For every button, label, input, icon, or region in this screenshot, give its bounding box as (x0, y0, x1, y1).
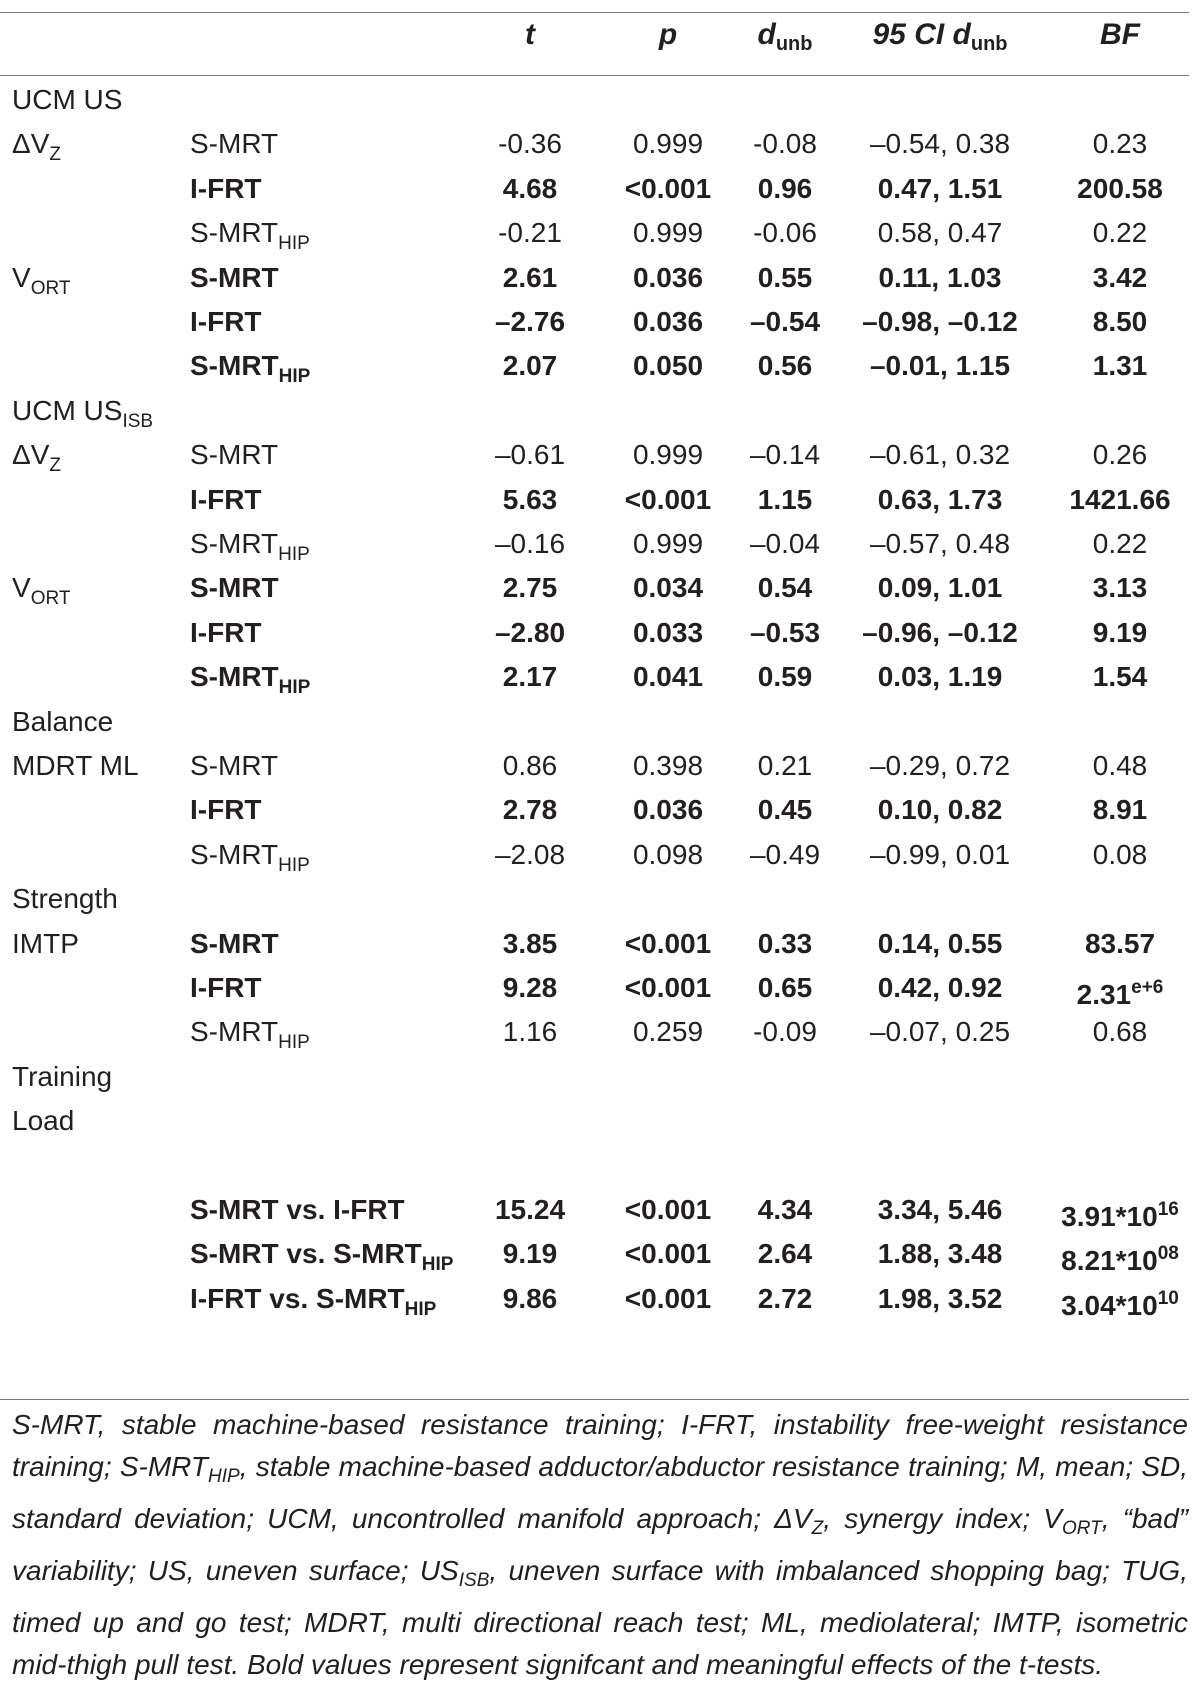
ci-value (840, 742, 1040, 790)
p-value-text: 0.050 (632, 350, 704, 382)
header-t: t (525, 18, 535, 51)
condition-text: S-MRT (190, 572, 279, 604)
condition-subscript: HIP (278, 677, 311, 699)
bf-value-text: 0.26 (1092, 439, 1148, 471)
table-row (0, 1275, 1189, 1323)
bf-value (1050, 564, 1190, 612)
condition-text: I-FRT (190, 616, 262, 648)
d-unb-value-text: 0.21 (757, 750, 813, 781)
p-value (608, 209, 728, 257)
t-value-text: 9.28 (502, 972, 558, 1003)
p-value-text: <0.001 (624, 1194, 712, 1225)
section-row (0, 76, 1189, 124)
t-value-text: 2.17 (502, 661, 558, 693)
p-value-text: 0.098 (632, 838, 704, 870)
bf-value-text: 3.42 (1092, 261, 1148, 293)
condition-subscript: HIP (421, 1254, 454, 1276)
table-row (0, 564, 1189, 612)
table-row (0, 653, 1189, 701)
t-value-text: 0.86 (502, 750, 558, 781)
section-text: Load (12, 1105, 75, 1137)
measure-label-text: IMTP (12, 927, 79, 959)
condition-text: I-FRT (190, 483, 262, 515)
bf-value-text: 0.68 (1092, 1016, 1148, 1048)
header-ci: 95 CI $d_{unb}$ (872, 18, 1008, 55)
t-value (480, 165, 580, 213)
t-value-text: 9.86 (502, 1282, 558, 1314)
d-unb-value (730, 254, 840, 302)
t-value-text: 5.63 (502, 483, 558, 515)
section-label (12, 1097, 74, 1145)
measure-label-text: ΔV (12, 439, 50, 471)
d-unb-value (730, 209, 840, 257)
section-row (0, 387, 1189, 435)
ci-value (840, 1008, 1040, 1056)
bf-value-text: 2.31 (1076, 979, 1132, 1010)
measure-label-subscript: Z (49, 144, 61, 166)
table-row (0, 609, 1189, 657)
t-value (480, 564, 580, 612)
p-value (608, 742, 728, 790)
bf-value-text: 0.23 (1092, 128, 1148, 160)
t-value-text: –0.61 (494, 439, 566, 471)
t-value (480, 831, 580, 879)
condition-subscript: HIP (278, 544, 310, 565)
ci-value-text: –0.61, 0.32 (869, 439, 1011, 471)
condition-text: S-MRT (190, 1016, 279, 1048)
ci-value (840, 431, 1040, 479)
d-unb-value-text: 0.54 (757, 572, 813, 604)
bf-exponent: 10 (1157, 1287, 1179, 1309)
d-unb-value-text: -0.06 (753, 217, 817, 249)
measure-label-text: ΔV (12, 128, 50, 160)
ci-value-text: 0.10, 0.82 (877, 794, 1003, 826)
bf-value (1050, 609, 1190, 657)
condition-subscript: HIP (278, 366, 311, 388)
bf-value-text: 0.22 (1092, 217, 1148, 249)
d-unb-value (730, 920, 840, 968)
condition-text: S-MRT (190, 927, 279, 959)
t-value (480, 653, 580, 701)
table-row (0, 342, 1189, 390)
table-row (0, 1230, 1189, 1278)
d-unb-value (730, 564, 840, 612)
ci-value (840, 1230, 1040, 1278)
bf-value-text: 8.21*10 (1061, 1245, 1158, 1277)
table-row (0, 520, 1189, 568)
t-value (480, 1230, 580, 1278)
condition-subscript: HIP (278, 854, 310, 876)
t-value-text: 2.75 (502, 572, 558, 604)
t-value-text: 9.19 (502, 1238, 558, 1270)
d-unb-value (730, 476, 840, 524)
top-rule (0, 12, 1189, 13)
p-value (608, 1230, 728, 1278)
p-value-text: 0.034 (632, 572, 704, 604)
measure-label-subscript: ORT (30, 277, 71, 299)
t-value-text: -0.21 (498, 217, 562, 249)
bf-value-text: 1421.66 (1069, 483, 1171, 515)
measure-label-subscript: Z (49, 455, 61, 477)
d-unb-value (730, 786, 840, 834)
d-unb-value (730, 742, 840, 790)
t-value (480, 342, 580, 390)
condition-text: S-MRT vs. I-FRT (190, 1194, 405, 1225)
measure-label-text: V (12, 261, 31, 293)
header-p: p (658, 18, 678, 51)
table-row (0, 165, 1189, 213)
t-value (480, 920, 580, 968)
condition-text: S-MRT (190, 128, 279, 160)
ci-value (840, 298, 1040, 346)
p-value (608, 254, 728, 302)
ci-value-text: –0.96, –0.12 (862, 616, 1018, 648)
p-value (608, 653, 728, 701)
t-value-text: –2.80 (494, 616, 566, 648)
bf-value (1050, 165, 1190, 213)
bf-value (1050, 209, 1190, 257)
ci-value (840, 1186, 1040, 1234)
table-row (0, 964, 1189, 1012)
p-value (608, 120, 728, 168)
p-value-text: <0.001 (624, 1238, 712, 1270)
d-unb-value (730, 342, 840, 390)
t-value-text: 2.78 (502, 794, 558, 826)
ci-value (840, 1275, 1040, 1323)
table-row (0, 1008, 1189, 1056)
bf-value-text: 83.57 (1084, 927, 1156, 959)
p-value-text: 0.036 (632, 306, 704, 337)
t-value-text: –2.08 (494, 838, 566, 870)
table-row (0, 831, 1189, 879)
header-d-unb: $d_{unb}$ (757, 18, 813, 55)
d-unb-value-text: 0.45 (757, 794, 813, 826)
condition-text: S-MRT (190, 217, 279, 249)
t-value (480, 1275, 580, 1323)
p-value (608, 520, 728, 568)
d-unb-value-text: 0.59 (757, 661, 813, 693)
p-value (608, 564, 728, 612)
condition-text: S-MRT (190, 261, 279, 293)
section-row (0, 875, 1189, 923)
d-unb-value-text: –0.54 (749, 306, 821, 337)
bf-exponent: 08 (1157, 1243, 1179, 1265)
d-unb-value-text: 1.15 (757, 483, 813, 515)
bf-value (1050, 831, 1190, 879)
p-value-text: 0.999 (632, 128, 704, 160)
d-unb-value (730, 964, 840, 1012)
d-unb-value (730, 431, 840, 479)
d-unb-value (730, 653, 840, 701)
t-value (480, 476, 580, 524)
bf-value-text: 200.58 (1077, 172, 1163, 204)
section-label (12, 698, 113, 746)
ci-value-text: –0.98, –0.12 (862, 306, 1018, 337)
section-label (12, 1053, 112, 1101)
ci-value-text: 0.42, 0.92 (877, 972, 1003, 1003)
t-value-text: 1.16 (502, 1016, 558, 1048)
t-value (480, 1186, 580, 1234)
table-row (0, 254, 1189, 302)
p-value (608, 1008, 728, 1056)
ci-value-text: 0.63, 1.73 (877, 483, 1003, 515)
p-value-text: <0.001 (624, 927, 712, 959)
table-row (0, 786, 1189, 834)
ci-value-text: 3.34, 5.46 (877, 1194, 1003, 1225)
measure-label-text: V (12, 572, 31, 604)
bf-value (1050, 742, 1190, 790)
p-value-text: <0.001 (624, 172, 712, 204)
bf-value (1050, 120, 1190, 168)
ci-value-text: –0.99, 0.01 (869, 838, 1011, 870)
bf-exponent: 16 (1157, 1199, 1179, 1220)
p-value (608, 342, 728, 390)
condition-text: I-FRT (190, 172, 262, 204)
condition-subscript: HIP (278, 1032, 310, 1054)
measure-label-subscript: ORT (30, 588, 71, 610)
p-value-text: <0.001 (624, 972, 712, 1003)
p-value-text: <0.001 (624, 1282, 712, 1314)
bf-value (1050, 342, 1190, 390)
bf-value-text: 1.31 (1092, 350, 1148, 382)
ci-value-text: 0.11, 1.03 (878, 261, 1002, 293)
ci-value (840, 342, 1040, 390)
p-value (608, 431, 728, 479)
ci-value (840, 209, 1040, 257)
p-value-text: 0.036 (632, 261, 704, 293)
p-value-text: 0.033 (632, 616, 704, 648)
bottom-rule (0, 1399, 1189, 1400)
p-value-text: 0.999 (632, 217, 704, 249)
ci-value (840, 920, 1040, 968)
d-unb-value-text: –0.49 (749, 838, 821, 870)
condition-text: S-MRT (190, 838, 279, 870)
bf-value-text: 8.91 (1092, 794, 1148, 826)
ci-value (840, 786, 1040, 834)
bf-value (1050, 653, 1190, 701)
bf-value-text: 8.50 (1092, 306, 1148, 337)
bf-value (1050, 298, 1190, 346)
p-value (608, 1275, 728, 1323)
ci-value-text: –0.57, 0.48 (869, 528, 1011, 559)
table-row (0, 298, 1189, 346)
d-unb-value-text: 0.96 (757, 172, 813, 204)
bf-value (1050, 1275, 1190, 1330)
d-unb-value-text: 0.55 (757, 261, 813, 293)
d-unb-value-text: 0.65 (757, 972, 813, 1003)
spacer-row (0, 1142, 1189, 1190)
p-value (608, 831, 728, 879)
t-value-text: 2.61 (502, 261, 558, 293)
ci-value (840, 964, 1040, 1012)
bf-exponent: e+6 (1131, 977, 1164, 998)
table-row (0, 1186, 1189, 1234)
p-value (608, 920, 728, 968)
condition-text: S-MRT (190, 661, 279, 693)
t-value (480, 742, 580, 790)
bf-value-text: 3.13 (1092, 572, 1148, 604)
table-footnote: S-MRT, stable machine-based resistance training; I-FRT, instability free-weight resistance training; $S-MRT_{HIP}$, stable machine-based adductor/abductor resistance training; M, mean; SD, standard deviation; UCM, uncontrolled manifold approach; $\Delta V_Z$, synergy index; $V_{ORT}$, “bad” variability; US, uneven surface; $US_{ISB}$, uneven surface with imbalanced shopping bag; TUG, timed up and go test; MDRT, multi directional reach test; ML, mediolateral; IMTP, isometric mid-thigh pull test. Bold values represent signifcant and meaningful effects of the t-tests. (12, 1409, 1188, 1680)
measure-label-text: MDRT ML (12, 750, 139, 781)
p-value (608, 1186, 728, 1234)
condition-subscript: HIP (278, 233, 310, 255)
bf-value (1050, 254, 1190, 302)
t-value-text: 4.68 (502, 172, 558, 204)
ci-value-text: 0.03, 1.19 (877, 661, 1003, 693)
p-value (608, 786, 728, 834)
condition-subscript: HIP (404, 1298, 437, 1320)
ci-value (840, 254, 1040, 302)
condition-text: S-MRT (190, 750, 279, 781)
bf-value (1050, 1008, 1190, 1056)
section-text: UCM US (12, 84, 123, 115)
bf-value-text: 3.04*10 (1061, 1289, 1158, 1321)
bf-value-text: 3.91*10 (1061, 1201, 1158, 1232)
condition-text: S-MRT (190, 350, 279, 382)
p-value (608, 964, 728, 1012)
header-bf: BF (1100, 18, 1140, 51)
ci-value-text: –0.29, 0.72 (869, 750, 1011, 781)
bf-value-text: 0.22 (1092, 528, 1148, 559)
section-row (0, 698, 1189, 746)
p-value (608, 165, 728, 213)
d-unb-value (730, 609, 840, 657)
p-value-text: 0.259 (632, 1016, 704, 1048)
bf-value-text: 1.54 (1092, 661, 1148, 693)
bf-value (1050, 520, 1190, 568)
p-value-text: 0.999 (632, 439, 704, 471)
p-value-text: 0.999 (632, 528, 704, 559)
condition-text: I-FRT (190, 794, 262, 826)
bf-value (1050, 476, 1190, 524)
bf-value-text: 0.08 (1092, 838, 1148, 870)
section-text: Balance (12, 705, 114, 737)
ci-value (840, 120, 1040, 168)
d-unb-value (730, 1186, 840, 1234)
ci-value (840, 609, 1040, 657)
t-value (480, 209, 580, 257)
d-unb-value (730, 831, 840, 879)
d-unb-value-text: 2.64 (757, 1238, 813, 1270)
t-value (480, 964, 580, 1012)
p-value-text: 0.041 (632, 661, 704, 693)
condition-text: S-MRT (190, 439, 279, 471)
section-text: UCM US (12, 394, 123, 426)
t-value-text: 15.24 (494, 1194, 566, 1225)
p-value-text: 0.398 (632, 750, 704, 781)
ci-value-text: 0.58, 0.47 (877, 217, 1003, 249)
d-unb-value-text: 4.34 (757, 1194, 813, 1225)
t-value (480, 120, 580, 168)
condition-text: S-MRT vs. S-MRT (190, 1238, 422, 1270)
d-unb-value-text: –0.14 (749, 439, 821, 471)
ci-value (840, 653, 1040, 701)
ci-value (840, 476, 1040, 524)
ci-value (840, 831, 1040, 879)
t-value (480, 431, 580, 479)
condition-text: S-MRT (190, 528, 279, 559)
ci-value-text: –0.07, 0.25 (869, 1016, 1011, 1048)
bf-value (1050, 431, 1190, 479)
p-value (608, 609, 728, 657)
ci-value-text: 0.14, 0.55 (877, 927, 1003, 959)
p-value (608, 476, 728, 524)
t-value (480, 254, 580, 302)
table-row (0, 120, 1189, 168)
section-label (12, 875, 118, 923)
d-unb-value (730, 1230, 840, 1278)
d-unb-value (730, 520, 840, 568)
table-row (0, 431, 1189, 479)
ci-value-text: 1.88, 3.48 (877, 1238, 1003, 1270)
table-row (0, 476, 1189, 524)
p-value (608, 298, 728, 346)
d-unb-value (730, 165, 840, 213)
t-value (480, 520, 580, 568)
d-unb-value-text: –0.04 (749, 528, 821, 559)
section-text: Training (12, 1060, 113, 1092)
d-unb-value (730, 1275, 840, 1323)
d-unb-value (730, 298, 840, 346)
table-row (0, 742, 1189, 790)
ci-value (840, 520, 1040, 568)
p-value-text: 0.036 (632, 794, 704, 826)
d-unb-value-text: 2.72 (757, 1282, 813, 1314)
d-unb-value-text: –0.53 (749, 616, 821, 648)
section-row (0, 1053, 1189, 1101)
section-text: Strength (12, 883, 118, 915)
t-value (480, 298, 580, 346)
ci-value-text: –0.54, 0.38 (869, 128, 1011, 160)
ci-value-text: 0.09, 1.01 (877, 572, 1003, 604)
ci-value (840, 165, 1040, 213)
p-value-text: <0.001 (624, 483, 712, 515)
d-unb-value (730, 1008, 840, 1056)
bf-value-text: 0.48 (1092, 750, 1148, 781)
d-unb-value-text: -0.08 (753, 128, 817, 160)
bf-value (1050, 920, 1190, 968)
condition-text: I-FRT (190, 306, 262, 337)
d-unb-value-text: 0.56 (757, 350, 813, 382)
section-row (0, 1097, 1189, 1145)
t-value-text: 3.85 (502, 927, 558, 959)
t-value-text: 2.07 (502, 350, 558, 382)
table-row (0, 920, 1189, 968)
table-row (0, 209, 1189, 257)
t-value-text: –0.16 (494, 528, 566, 559)
t-value-text: -0.36 (498, 128, 562, 160)
section-label (12, 76, 122, 124)
condition-text: I-FRT vs. S-MRT (190, 1282, 405, 1314)
condition-text: I-FRT (190, 972, 262, 1003)
ci-value-text: –0.01, 1.15 (869, 350, 1011, 382)
section-subscript: ISB (122, 410, 154, 432)
t-value (480, 1008, 580, 1056)
d-unb-value (730, 120, 840, 168)
t-value (480, 609, 580, 657)
ci-value-text: 1.98, 3.52 (877, 1282, 1003, 1314)
d-unb-value-text: 0.33 (757, 927, 813, 959)
condition-cell (190, 1275, 436, 1334)
t-value-text: –2.76 (494, 306, 566, 337)
ci-value-text: 0.47, 1.51 (877, 172, 1003, 204)
bf-value (1050, 786, 1190, 834)
t-value (480, 786, 580, 834)
bf-value-text: 9.19 (1092, 616, 1148, 648)
d-unb-value-text: -0.09 (753, 1016, 817, 1048)
ci-value (840, 564, 1040, 612)
